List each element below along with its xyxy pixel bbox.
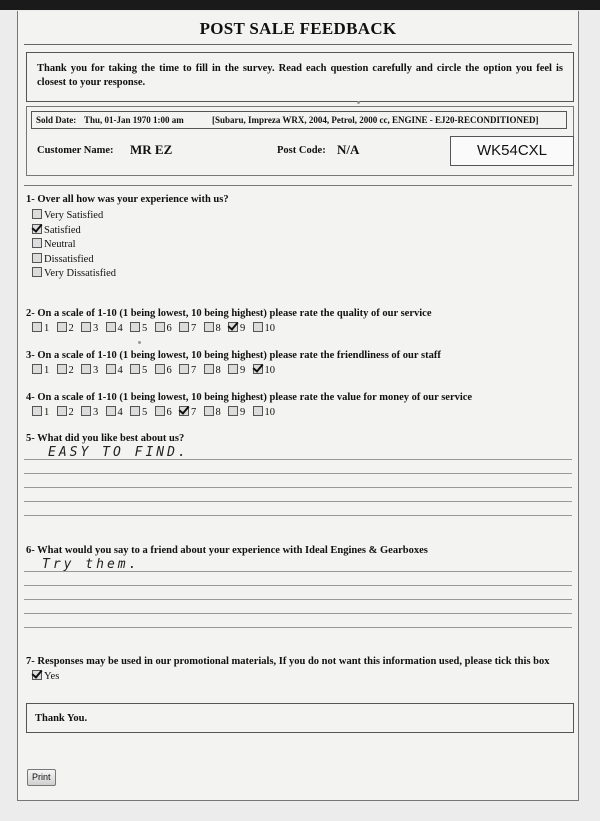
question-1-option[interactable] (32, 238, 76, 250)
question-4-scale (32, 406, 275, 418)
checkbox[interactable] (106, 406, 116, 416)
rating-option[interactable] (32, 406, 57, 418)
question-7-checkbox[interactable] (32, 670, 42, 680)
sold-date-label: Sold Date: (36, 115, 77, 125)
rating-label: 7 (191, 365, 197, 376)
rating-label: 4 (117, 323, 123, 334)
checkbox[interactable] (253, 406, 263, 416)
question-1-option[interactable] (32, 253, 94, 265)
rating-option[interactable] (57, 406, 82, 418)
answer-line (24, 501, 572, 502)
rating-option[interactable] (130, 364, 155, 376)
checkbox[interactable] (179, 322, 189, 332)
rating-label: 4 (117, 407, 123, 418)
rating-option[interactable] (81, 406, 106, 418)
rating-option[interactable] (32, 364, 57, 376)
checkbox[interactable] (32, 267, 42, 277)
title-divider (24, 44, 572, 45)
rating-option[interactable] (106, 406, 131, 418)
rating-option[interactable] (81, 322, 106, 334)
rating-label: 9 (240, 407, 246, 418)
question-1-option[interactable] (32, 224, 81, 236)
rating-label: 3 (93, 365, 99, 376)
rating-label: 9 (240, 323, 246, 334)
rating-option[interactable] (155, 322, 180, 334)
question-3: 3- On a scale of 1-10 (1 being lowest, 10 being highest) please rate the friendliness of our staff (26, 350, 441, 361)
option-label: Neutral (44, 239, 76, 250)
rating-label: 8 (215, 365, 221, 376)
checkbox[interactable] (155, 364, 165, 374)
question-5-answer[interactable]: EASY TO FIND. (48, 445, 189, 460)
checkbox[interactable] (253, 364, 263, 374)
checkbox[interactable] (130, 322, 140, 332)
answer-line (24, 613, 572, 614)
question-3-scale (32, 364, 275, 376)
rating-option[interactable] (253, 364, 276, 376)
rating-label: 2 (68, 365, 74, 376)
rating-option[interactable] (155, 364, 180, 376)
section-divider (24, 185, 572, 186)
question-7: 7- Responses may be used in our promotional materials, If you do not want this information used, please tick this box (26, 656, 550, 667)
rating-option[interactable] (32, 322, 57, 334)
rating-option[interactable] (253, 322, 276, 334)
rating-label: 5 (142, 323, 148, 334)
checkbox[interactable] (204, 406, 214, 416)
rating-option[interactable] (228, 364, 253, 376)
checkbox[interactable] (32, 406, 42, 416)
scan-speck (357, 101, 360, 104)
checkbox[interactable] (179, 406, 189, 416)
question-4: 4- On a scale of 1-10 (1 being lowest, 10 being highest) please rate the value for money of our service (26, 392, 473, 403)
checkbox[interactable] (32, 209, 42, 219)
checkbox[interactable] (32, 322, 42, 332)
post-code-label: Post Code: (277, 145, 326, 156)
answer-line (24, 627, 572, 628)
customer-name-value: MR EZ (130, 142, 173, 157)
rating-option[interactable] (57, 322, 82, 334)
rating-label: 2 (68, 323, 74, 334)
rating-label: 5 (142, 407, 148, 418)
rating-label: 6 (166, 365, 172, 376)
post-code-value: N/A (337, 142, 360, 157)
answer-line (24, 599, 572, 600)
checkbox[interactable] (106, 364, 116, 374)
sale-details-row (31, 111, 567, 129)
checkbox[interactable] (179, 364, 189, 374)
checkbox[interactable] (32, 364, 42, 374)
sold-date-value: Thu, 01-Jan 1970 1:00 am (84, 115, 184, 125)
question-2: 2- On a scale of 1-10 (1 being lowest, 10 being highest) please rate the quality of our service (26, 308, 432, 319)
scan-speck (138, 341, 141, 344)
checkbox[interactable] (57, 406, 67, 416)
rating-option[interactable] (179, 322, 204, 334)
rating-label: 3 (93, 407, 99, 418)
option-label: Very Satisfied (44, 210, 104, 221)
rating-option[interactable] (106, 322, 131, 334)
answer-line (24, 515, 572, 516)
rating-label: 7 (191, 407, 197, 418)
rating-option[interactable] (204, 322, 229, 334)
rating-option[interactable] (155, 406, 180, 418)
checkbox[interactable] (155, 322, 165, 332)
checkbox[interactable] (106, 322, 116, 332)
checkbox[interactable] (204, 322, 214, 332)
question-1-option[interactable] (32, 209, 103, 221)
rating-option[interactable] (179, 364, 204, 376)
checkbox[interactable] (130, 406, 140, 416)
sale-info-box (26, 106, 574, 176)
option-label: Satisfied (44, 224, 81, 236)
registration-plate-box: WK54CXL (450, 136, 574, 166)
customer-name-label: Customer Name: (37, 145, 114, 156)
answer-line (24, 459, 572, 460)
page-title: POST SALE FEEDBACK (199, 19, 397, 38)
question-6-answer[interactable]: Try them. (42, 557, 140, 572)
answer-line (24, 571, 572, 572)
rating-option[interactable] (81, 364, 106, 376)
question-7-option[interactable] (32, 670, 59, 682)
question-1: 1- Over all how was your experience with us? (26, 194, 229, 205)
checkbox[interactable] (32, 253, 42, 263)
rating-label: 7 (191, 323, 197, 334)
rating-label: 1 (44, 323, 50, 334)
rating-label: 6 (166, 407, 172, 418)
checkbox[interactable] (32, 224, 42, 234)
rating-label: 3 (93, 323, 99, 334)
answer-line (24, 473, 572, 474)
rating-label: 10 (264, 323, 275, 334)
rating-option[interactable] (253, 406, 276, 418)
rating-label: 10 (264, 365, 275, 376)
rating-option[interactable] (179, 406, 204, 418)
rating-label: 10 (264, 407, 275, 418)
checkbox[interactable] (32, 238, 42, 248)
rating-label: 1 (44, 407, 50, 418)
rating-option[interactable] (106, 364, 131, 376)
checkbox[interactable] (228, 322, 238, 332)
rating-option[interactable] (57, 364, 82, 376)
checkbox[interactable] (130, 364, 140, 374)
rating-option[interactable] (228, 322, 253, 334)
thank-you-box: Thank You. (26, 703, 574, 733)
checkbox[interactable] (81, 322, 91, 332)
rating-label: 9 (240, 365, 246, 376)
checkbox[interactable] (81, 406, 91, 416)
scan-top-edge (0, 0, 600, 10)
intro-text: Thank you for taking the time to fill in the survey. Read each question carefully and circle the option you feel is closest to your response. (26, 52, 574, 102)
question-2-scale (32, 322, 275, 334)
checkbox[interactable] (155, 406, 165, 416)
option-label: Dissatisfied (44, 253, 94, 265)
rating-option[interactable] (130, 406, 155, 418)
checkbox[interactable] (253, 322, 263, 332)
question-1-option[interactable] (32, 267, 116, 279)
rating-option[interactable] (204, 406, 229, 418)
checkbox[interactable] (228, 406, 238, 416)
rating-label: 5 (142, 365, 148, 376)
option-label: Very Dissatisfied (44, 268, 117, 279)
rating-label: 2 (68, 407, 74, 418)
rating-label: 8 (215, 407, 221, 418)
question-5: 5- What did you like best about us? (26, 433, 185, 444)
answer-line (24, 487, 572, 488)
rating-label: 4 (117, 365, 123, 376)
checkbox[interactable] (81, 364, 91, 374)
checkbox[interactable] (204, 364, 214, 374)
answer-line (24, 585, 572, 586)
rating-option[interactable] (228, 406, 253, 418)
question-7-option-label: Yes (44, 671, 60, 682)
rating-label: 1 (44, 365, 50, 376)
feedback-form-page (17, 11, 579, 801)
rating-label: 8 (215, 323, 221, 334)
rating-label: 6 (166, 323, 172, 334)
checkbox[interactable] (228, 364, 238, 374)
print-button[interactable]: Print (27, 769, 56, 786)
question-6: 6- What would you say to a friend about your experience with Ideal Engines & Gearboxes (26, 545, 428, 556)
rating-option[interactable] (130, 322, 155, 334)
checkbox[interactable] (57, 322, 67, 332)
rating-option[interactable] (204, 364, 229, 376)
vehicle-description: [Subaru, Impreza WRX, 2004, Petrol, 2000 cc, ENGINE - EJ20-RECONDITIONED] (212, 115, 539, 125)
checkbox[interactable] (57, 364, 67, 374)
